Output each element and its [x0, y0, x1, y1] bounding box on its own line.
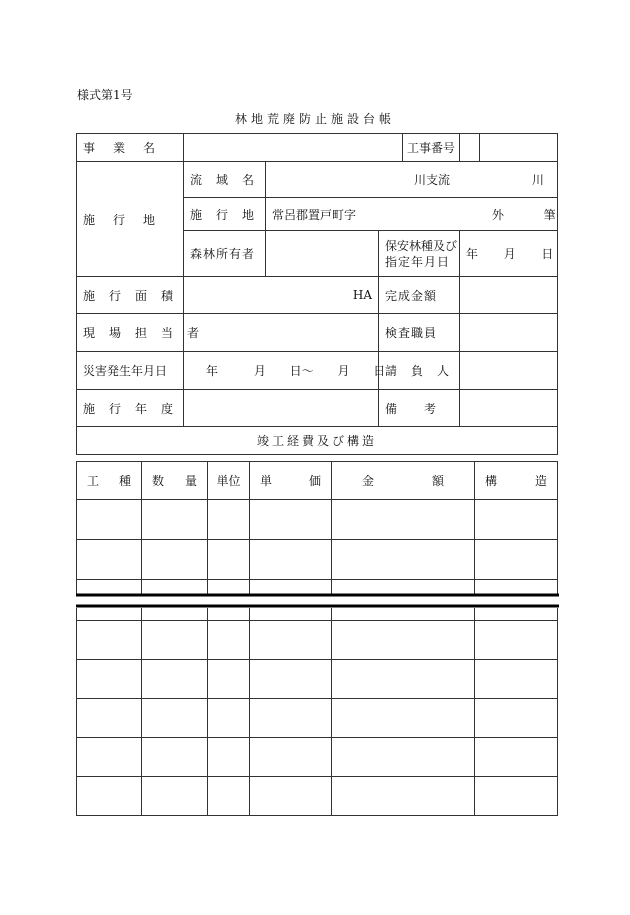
protection-forest-line1: 保安林種及び [385, 238, 458, 253]
basin-name-label: 流 域 名 [184, 162, 266, 198]
table-row [77, 737, 558, 776]
address-outside: 外 [491, 207, 504, 222]
disaster-month: 月 [253, 364, 266, 378]
table-row [77, 500, 558, 540]
table-row [77, 540, 558, 580]
area-unit: HA [352, 288, 372, 302]
designation-day: 日 [541, 247, 554, 261]
disaster-date-value [184, 352, 386, 390]
inspector-label: 検査職員 [379, 314, 460, 352]
cost-table-top [76, 461, 558, 594]
basin-branch-text: 川支流 [413, 173, 450, 187]
address-lot: 筆 [543, 207, 556, 222]
header-work-type: 工 種 [77, 462, 142, 500]
header-unit: 単位 [208, 462, 250, 500]
cost-table-bottom [76, 608, 558, 816]
completion-amount-label: 完成金額 [379, 277, 460, 314]
header-structure: 構 造 [475, 462, 558, 500]
designation-month: 月 [503, 247, 516, 261]
contractor-label: 請 負 人 [379, 352, 460, 390]
header-unit-price: 単 価 [250, 462, 332, 500]
disaster-year: 年 [205, 364, 218, 378]
designation-year: 年 [466, 247, 479, 261]
remarks-value [460, 390, 558, 427]
site-address-label: 施 行 地 [184, 198, 266, 231]
basin-river-text: 川 [531, 173, 544, 187]
site-manager-label: 現 場 担 当 者 [77, 314, 184, 352]
forest-owner-label: 森林所有者 [184, 231, 266, 277]
disaster-month-2: 月 [337, 364, 350, 378]
area-value [184, 277, 379, 314]
disaster-day-2: 日 [373, 364, 386, 378]
table-row [77, 776, 558, 815]
ledger-upper-table [76, 133, 558, 455]
protection-forest-label [379, 231, 460, 277]
table-row [77, 698, 558, 737]
remarks-label: 備 考 [379, 390, 460, 427]
construction-number-value [480, 134, 558, 162]
inspector-value [460, 314, 558, 352]
contractor-value [460, 352, 558, 390]
protection-forest-line2: 指定年月日 [385, 254, 451, 269]
forest-owner-value [266, 231, 379, 277]
disaster-date-label: 災害発生年月日 [77, 352, 184, 390]
basin-name-value [266, 162, 558, 198]
header-amount: 金 額 [332, 462, 475, 500]
construction-number-label: 工事番号 [402, 133, 460, 161]
form-title: 林地荒廃防止施設台帳 [234, 112, 395, 126]
designation-date-value [460, 231, 558, 277]
disaster-day-tilde: 日〜 [289, 364, 314, 378]
area-label: 施 行 面 積 [77, 277, 184, 314]
site-address-value [266, 198, 558, 231]
table-row [77, 608, 558, 620]
section-title: 竣工経費及び構造 [77, 427, 558, 455]
table-row [77, 620, 558, 659]
fiscal-year-label: 施 行 年 度 [77, 390, 184, 427]
address-prefix: 常呂郡置戸町字 [272, 207, 357, 222]
construction-number-label-cell [460, 134, 480, 162]
form-number: 様式第1号 [77, 88, 133, 102]
completion-amount-value [460, 277, 558, 314]
site-label: 施 行 地 [77, 162, 184, 277]
project-name-label: 事 業 名 [77, 134, 184, 162]
table-row [77, 659, 558, 698]
fiscal-year-value [184, 390, 379, 427]
header-quantity: 数 量 [142, 462, 208, 500]
omission-break-lines [76, 590, 559, 610]
site-manager-value [184, 314, 379, 352]
